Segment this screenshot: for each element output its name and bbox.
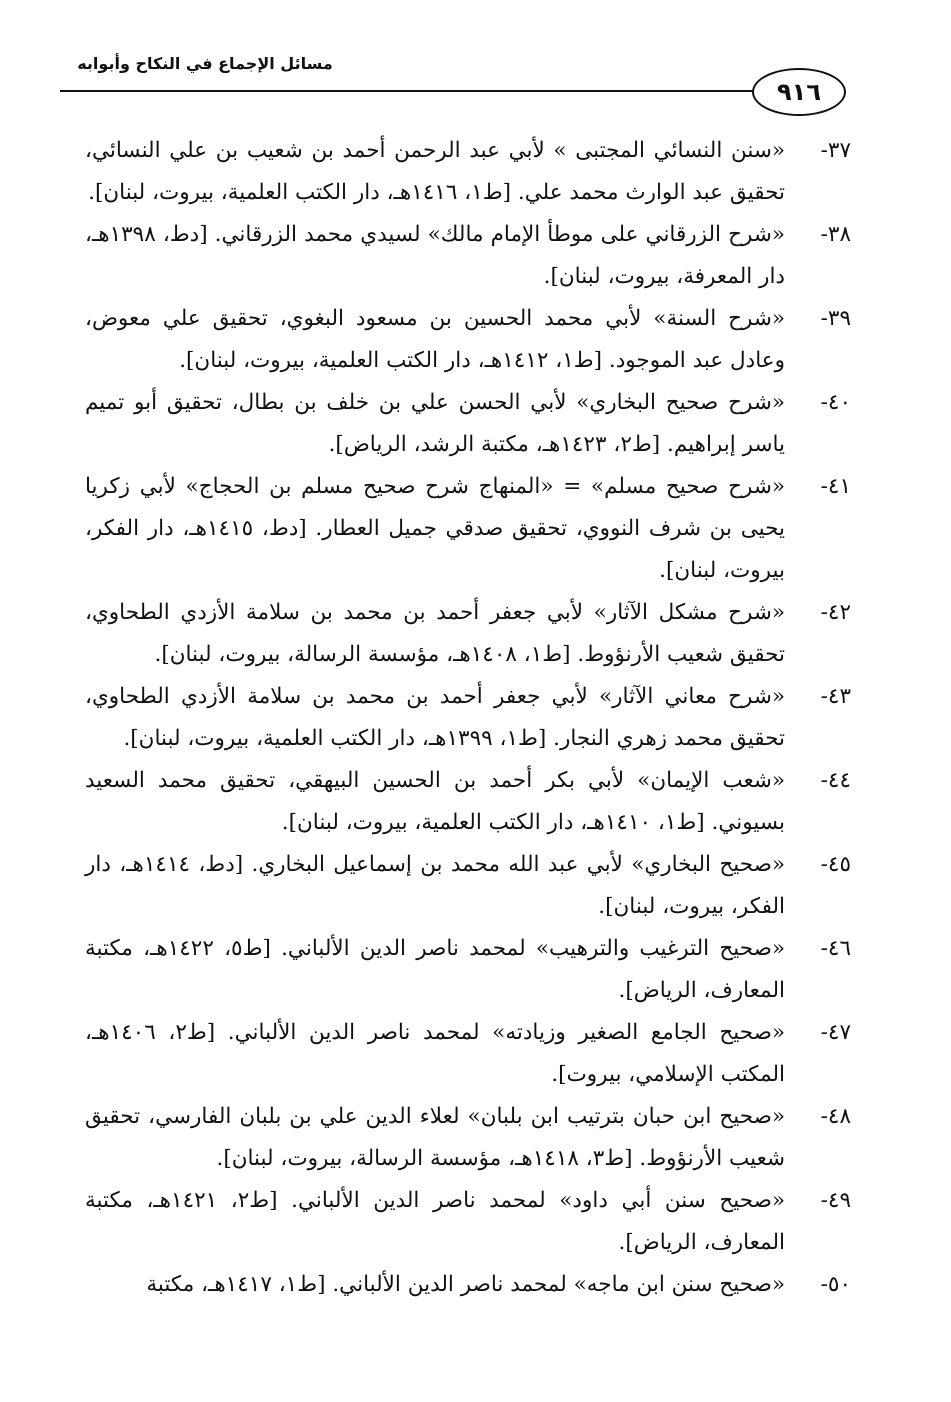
page-number: ٩١٦ — [777, 78, 821, 106]
bibliography-entry — [85, 1264, 851, 1306]
page-number-oval — [752, 68, 846, 116]
entry-text: «صحيح الجامع الصغير وزيادته» لمحمد ناصر الدين الألباني. [ط٢، ١٤٠٦هـ، المكتب الإسلامي، بيروت]. — [85, 1020, 785, 1087]
bibliography-entry — [85, 592, 851, 676]
bibliography-entry — [85, 466, 851, 592]
bibliography-entry — [85, 1096, 851, 1180]
bibliography-entry — [85, 676, 851, 760]
entry-text: «شرح مشكل الآثار» لأبي جعفر أحمد بن محمد بن سلامة الأزدي الطحاوي، تحقيق شعيب الأرنؤوط. [ط١، ١٤٠٨هـ، مؤسسة الرسالة، بيروت، لبنان]. — [85, 600, 785, 667]
bibliography-entry — [85, 760, 851, 844]
entry-text: «صحيح سنن أبي داود» لمحمد ناصر الدين الألباني. [ط٢، ١٤٢١هـ، مكتبة المعارف، الرياض]. — [85, 1188, 785, 1255]
entry-text: «شعب الإيمان» لأبي بكر أحمد بن الحسين البيهقي، تحقيق محمد السعيد بسيوني. [ط١، ١٤١٠هـ، دار الكتب العلمية، بيروت، لبنان]. — [85, 768, 785, 835]
running-title: مسائل الإجماع في النكاح وأبوابه — [77, 54, 333, 73]
bibliography-list — [85, 130, 851, 1306]
entry-number: ٤٨- — [820, 1104, 851, 1129]
entry-text: «صحيح الترغيب والترهيب» لمحمد ناصر الدين الألباني. [ط٥، ١٤٢٢هـ، مكتبة المعارف، الرياض]. — [85, 936, 785, 1003]
entry-number: ٤٩- — [820, 1188, 851, 1213]
entry-text: «شرح السنة» لأبي محمد الحسين بن مسعود البغوي، تحقيق علي معوض، وعادل عبد الموجود. [ط١، ١٤١٢هـ، دار الكتب العلمية، بيروت، لبنان]. — [85, 306, 785, 373]
page-header — [60, 52, 880, 122]
entry-number: ٤٠- — [820, 390, 851, 415]
entry-number: ٤٣- — [820, 684, 851, 709]
entry-text: «صحيح سنن ابن ماجه» لمحمد ناصر الدين الألباني. [ط١، ١٤١٧هـ، مكتبة — [146, 1272, 785, 1297]
entry-text: «صحيح البخاري» لأبي عبد الله محمد بن إسماعيل البخاري. [دط، ١٤١٤هـ، دار الفكر، بيروت، لبنان]. — [85, 852, 785, 919]
bibliography-entry — [85, 214, 851, 298]
entry-number: ٤٤- — [820, 768, 851, 793]
entry-number: ٤١- — [820, 474, 851, 499]
entry-number: ٤٦- — [820, 936, 851, 961]
entry-text: «سنن النسائي المجتبى » لأبي عبد الرحمن أحمد بن شعيب بن علي النسائي، تحقيق عبد الوارث محمد علي. [ط١، ١٤١٦هـ، دار الكتب العلمية، بيروت، لبنان]. — [85, 138, 785, 205]
entry-text: «شرح صحيح البخاري» لأبي الحسن علي بن خلف بن بطال، تحقيق أبو تميم ياسر إبراهيم. [ط٢، ١٤٢٣هـ، مكتبة الرشد، الرياض]. — [85, 390, 785, 457]
entry-text: «شرح الزرقاني على موطأ الإمام مالك» لسيدي محمد الزرقاني. [دط، ١٣٩٨هـ، دار المعرفة، بيروت، لبنان]. — [85, 222, 785, 289]
entry-number: ٣٨- — [820, 222, 851, 247]
entry-number: ٤٢- — [820, 600, 851, 625]
bibliography-entry — [85, 130, 851, 214]
entry-number: ٤٧- — [820, 1020, 851, 1045]
header-rule — [60, 90, 765, 92]
bibliography-entry — [85, 298, 851, 382]
bibliography-entry — [85, 1180, 851, 1264]
entry-text: «صحيح ابن حبان بترتيب ابن بلبان» لعلاء الدين علي بن بلبان الفارسي، تحقيق شعيب الأرنؤوط. [ط٣، ١٤١٨هـ، مؤسسة الرسالة، بيروت، لبنان]. — [85, 1104, 785, 1171]
entry-number: ٥٠- — [820, 1272, 851, 1297]
bibliography-entry — [85, 1012, 851, 1096]
entry-number: ٣٩- — [820, 306, 851, 331]
entry-number: ٣٧- — [820, 138, 851, 163]
bibliography-entry — [85, 844, 851, 928]
bibliography-entry — [85, 382, 851, 466]
entry-text: «شرح معاني الآثار» لأبي جعفر أحمد بن محمد بن سلامة الأزدي الطحاوي، تحقيق محمد زهري النجار. [ط١، ١٣٩٩هـ، دار الكتب العلمية، بيروت، لبنان]. — [85, 684, 785, 751]
bibliography-entry — [85, 928, 851, 1012]
entry-number: ٤٥- — [820, 852, 851, 877]
entry-text: «شرح صحيح مسلم» = «المنهاج شرح صحيح مسلم بن الحجاج» لأبي زكريا يحيى بن شرف النووي، تحقيق صدقي جميل العطار. [دط، ١٤١٥هـ، دار الفكر، بيروت، لبنان]. — [85, 474, 785, 583]
